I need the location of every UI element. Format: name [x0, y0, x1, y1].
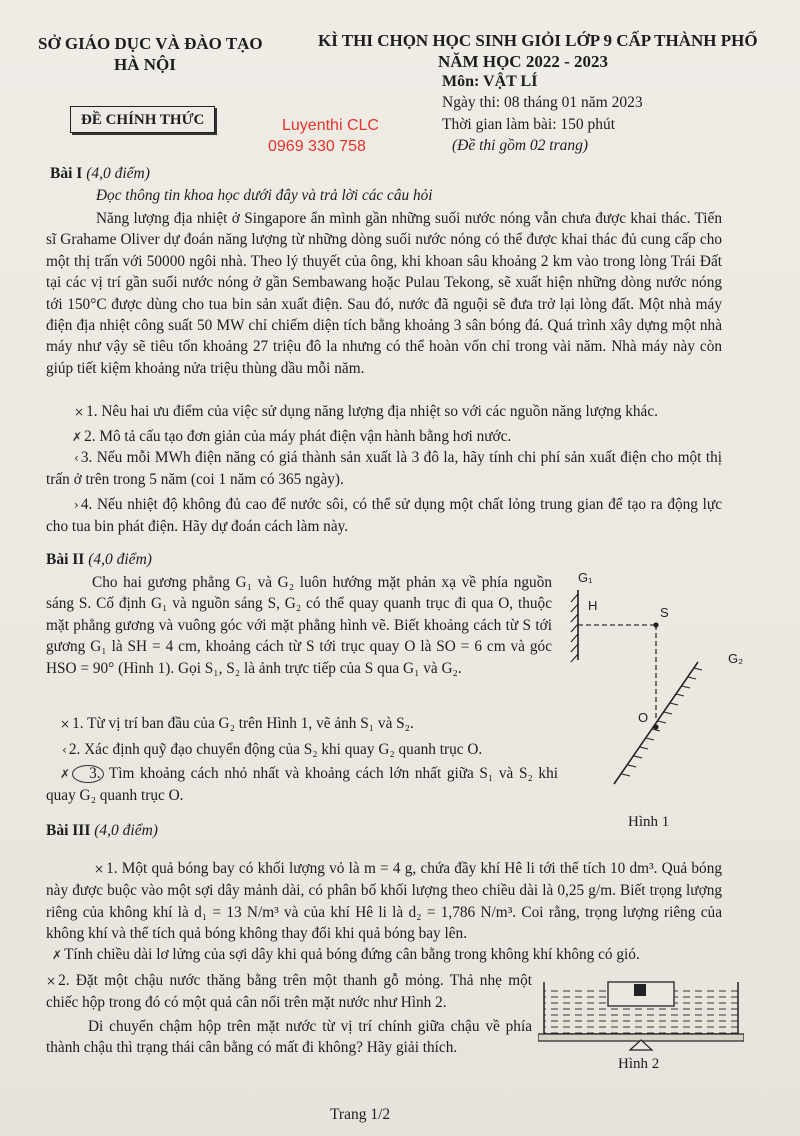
bai3-question-1: [46, 858, 722, 945]
bai1-q1-text: 1. Nêu hai ưu điểm của việc sử dụng năng lượng địa nhiệt so với các nguồn năng lượng khác.: [86, 403, 658, 420]
bai2-q3-number: 3.: [72, 765, 103, 783]
duration: Thời gian làm bài: 150 phút: [442, 116, 616, 133]
cross-mark-icon: ✗: [60, 767, 71, 781]
point-o: [653, 724, 658, 729]
label-s: S: [660, 605, 669, 620]
department-city: HÀ NỘI: [114, 55, 176, 74]
bai3-question-2: [46, 970, 532, 1014]
cross-mark-icon: ×: [46, 974, 57, 988]
bai2-passage: Cho hai gương phẳng G₁ và G₂ luôn hướng mặt phản xạ về phía nguồn sáng S. Cố định G₁ và nguồn sáng S, G₂ có thể quay quanh trục đi qua O, thuộc mặt phẳng gương và vuông góc với mặt phẳng hình vẽ. Biết khoảng cách từ S tới gương G₁ là SH = 4 cm, khoảng cách từ S tới trục quay O là SO = 6 cm và góc HSO = 90° (Hình 1). Gọi S₁, S₂ là ảnh trực tiếp của S qua G₁ và G₂.: [46, 574, 552, 677]
figure-2-caption: Hình 2: [618, 1056, 660, 1072]
bai1-question-2: [72, 426, 732, 448]
bai3-question-2-task: Di chuyển chậm hộp trên mặt nước từ vị trí chính giữa chậu về phía thành chậu thì trạng thái cân bằng có mất đi không? Hãy giải thích.: [46, 1018, 532, 1057]
bai1-question-4: [46, 494, 722, 538]
official-label: ĐỀ CHÍNH THỨC: [70, 106, 215, 133]
bai2-question-1: [60, 713, 560, 735]
bai2-question-2: [62, 739, 562, 761]
mirror-g2-hatching: [622, 668, 702, 776]
figure-2-diagram: [538, 976, 744, 1060]
figure-1-diagram: [566, 566, 756, 836]
bai2-q2-text: 2. Xác định quỹ đạo chuyển động của S₂ khi quay G₂ quanh trục O.: [68, 741, 483, 758]
mirror-g2: [614, 662, 698, 784]
bai1-title: Bài I: [50, 165, 83, 182]
bai1-q4-text: 4. Nếu nhiệt độ không đủ cao để nước sôi, có thể sử dụng một chất lỏng trung gian để tạo ra động lực cho tua bin phát điện. Hãy dự đoán cách làm này.: [46, 496, 722, 536]
bai2-points: (4,0 điểm): [88, 551, 152, 568]
bai3-q1-task-text: Tính chiều dài lơ lửng của sợi dây khi quả bóng đứng cân bằng trong không khí không có gió.: [64, 946, 640, 963]
bai2-q1-text: 1. Từ vị trí ban đầu của G₂ trên Hình 1, vẽ ảnh S₁ và S₂.: [72, 715, 414, 732]
bai1-q3-text: 3. Nếu mỗi MWh điện năng có giá thành sản xuất là 3 đô la, hãy tính chi phí sản xuất điện cho một thị trấn ở trên trong 5 năm (coi 1 năm có 365 ngày).: [46, 449, 722, 489]
cross-mark-icon: ×: [94, 862, 105, 876]
bai1-passage: Năng lượng địa nhiệt ở Singapore ẩn mình gần những suối nước nóng vẫn chưa được khai thác. Tiến sĩ Grahame Oliver dự đoán năng lượng từ những dòng suối nước nóng có thể được khai thác đủ cung cấp cho một thị trấn với 50000 ngôi nhà. Theo lý thuyết của ông, khi khoan sâu khoảng 2 km vào trong lòng Trái Đất tại các vị trí gần suối nước nóng ở gần Sembawang hoặc Pulau Tekong, sẽ xuất hiện những dòng nước nóng tới 150°C được dùng cho tua bin sản xuất điện. Sau đó, nước đã nguội sẽ đưa trở lại lòng đất. Một nhà máy điện địa nhiệt công suất 50 MW chỉ chiếm diện tích bằng khoảng 3 sân bóng đá. Quá trình xây dựng một nhà máy như vậy sẽ tiêu tốn khoảng 27 triệu đô la nhưng có thể hoàn vốn chỉ trong vài năm. Nhà máy này còn giúp tiết kiệm khoảng nửa triệu thùng dầu mỗi năm.: [46, 210, 722, 377]
pages-note: (Đề thi gồm 02 trang): [452, 137, 589, 154]
cross-mark-icon: ✗: [72, 430, 83, 444]
school-year: NĂM HỌC 2022 - 2023: [438, 52, 608, 71]
subject: Môn: VẬT LÍ: [442, 73, 538, 90]
bai2-title: Bài II: [46, 551, 85, 568]
bai2-heading: [46, 551, 152, 569]
bai3-title: Bài III: [46, 822, 91, 839]
figure-1-caption: Hình 1: [628, 814, 670, 830]
mirror-g1-hatching: [571, 594, 578, 662]
exam-date: Ngày thi: 08 tháng 01 năm 2023: [442, 94, 643, 111]
weight: [634, 984, 646, 996]
cross-mark-icon: ×: [74, 405, 85, 419]
point-s: [653, 622, 658, 627]
check-mark-icon: ‹: [62, 743, 67, 757]
watermark-name: Luyenthi CLC: [282, 117, 379, 134]
bai1-question-1: [74, 401, 734, 423]
bai1-heading: [50, 165, 150, 183]
label-o: O: [638, 710, 649, 725]
label-h: H: [588, 598, 598, 613]
label-g1: G₁: [578, 570, 593, 585]
label-g2: G₂: [728, 651, 744, 666]
cross-mark-icon: ×: [60, 717, 71, 731]
arrow-mark-icon: ›: [74, 498, 79, 512]
bai3-q2-text: 2. Đặt một chậu nước thăng bằng trên một thanh gỗ mỏng. Thả nhẹ một chiếc hộp trong đó có một quả cân nổi trên mặt nước như Hình 2.: [46, 972, 532, 1012]
watermark-phone: 0969 330 758: [268, 138, 366, 155]
bai3-heading: [46, 822, 158, 840]
page-number: Trang 1/2: [330, 1106, 391, 1123]
bai3-points: (4,0 điểm): [94, 822, 158, 839]
cross-mark-icon: ✗: [52, 948, 63, 962]
check-mark-icon: ‹: [74, 451, 79, 465]
exam-title: KÌ THI CHỌN HỌC SINH GIỎI LỚP 9 CẤP THÀNH PHỐ: [318, 31, 758, 50]
bai2-q3-text: Tìm khoảng cách nhỏ nhất và khoảng cách lớn nhất giữa S₁ và S₂ khi quay G₂ quanh trục O.: [46, 765, 558, 805]
bai1-intro: Đọc thông tin khoa học dưới đây và trả lời các câu hỏi: [96, 187, 433, 204]
department-name: SỞ GIÁO DỤC VÀ ĐÀO TẠO: [38, 34, 263, 53]
bai3-q1-text: 1. Một quả bóng bay có khối lượng vỏ là m = 4 g, chứa đầy khí Hê li tới thể tích 10 dm³. Quả bóng này được buộc vào một sợi dây mảnh dài, có phân bố khối lượng theo chiều dài là 0,25 g/m. Biết trọng lượng riêng của không khí là d₁ = 13 N/m³ và của khí Hê li là d₂ = 1,786 N/m³. Coi rằng, trọng lượng riêng của không khí và thể tích quả bóng không thay đổi khi quả bóng bay lên.: [46, 860, 722, 943]
bai1-q2-text: 2. Mô tả cấu tạo đơn giản của máy phát điện vận hành bằng hơi nước.: [84, 428, 512, 445]
bai2-question-3: [46, 763, 558, 807]
bai1-question-3: [46, 447, 722, 491]
bai3-question-1-task: [52, 944, 732, 966]
bai1-points: (4,0 điểm): [86, 165, 150, 182]
